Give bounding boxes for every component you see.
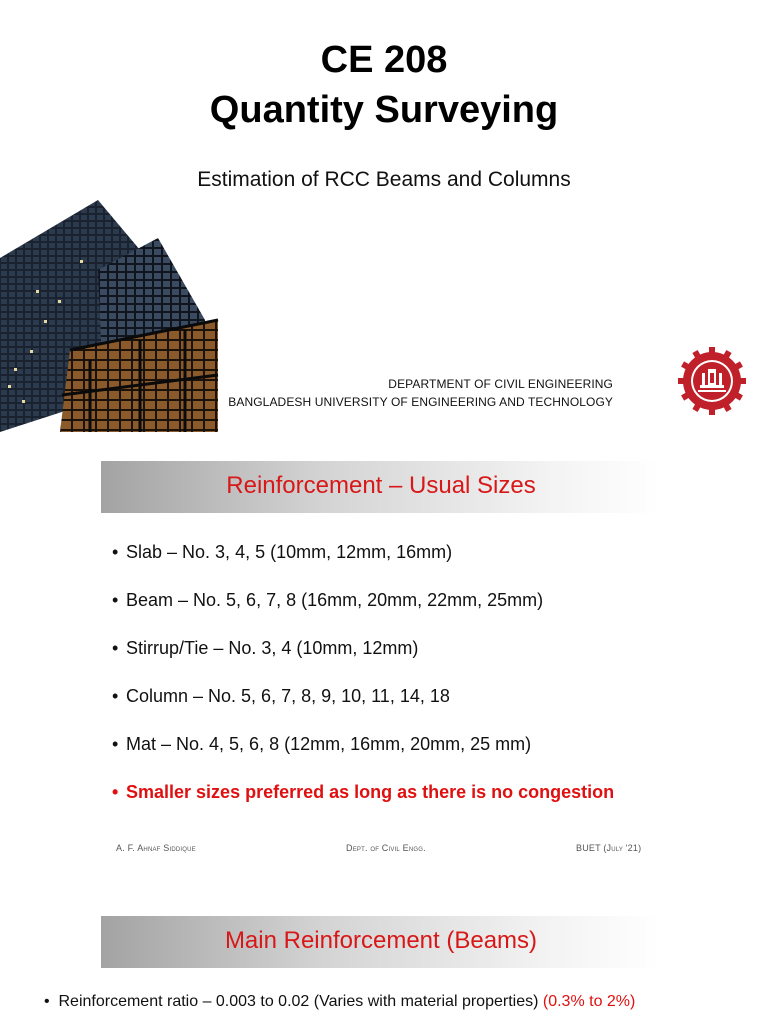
- course-code: CE 208: [320, 39, 448, 81]
- reinforcement-sizes-slide: [0, 432, 768, 864]
- course-title: Quantity Surveying: [209, 89, 559, 131]
- building-image: [0, 200, 220, 432]
- lecture-subtitle: Estimation of RCC Beams and Columns: [197, 168, 571, 191]
- footer-department: Dept. of Civil Engg.: [346, 843, 426, 853]
- list-item: • Beam – No. 5, 6, 7, 8 (16mm, 20mm, 22mm, 25mm): [112, 590, 544, 610]
- footer-author: A. F. Ahnaf Siddique: [116, 843, 196, 853]
- list-item: • Slab – No. 3, 4, 5 (10mm, 12mm, 16mm): [112, 542, 453, 562]
- slide-heading: Reinforcement – Usual Sizes: [226, 472, 536, 499]
- bullet-list: [112, 540, 614, 828]
- list-item-emphasis: • Smaller sizes preferred as long as there is no congestion: [112, 782, 615, 802]
- title-slide: [0, 0, 768, 432]
- list-item: • Mat – No. 4, 5, 6, 8 (12mm, 16mm, 20mm, 25 mm): [112, 734, 532, 754]
- list-item: • Reinforcement ratio – 0.003 to 0.02 (Varies with material properties) (0.3% to 2%): [44, 993, 636, 1010]
- ratio-text: Reinforcement ratio – 0.003 to 0.02 (Varies with material properties): [58, 993, 543, 1010]
- ratio-highlight: (0.3% to 2%): [542, 993, 636, 1010]
- footer-date: BUET (July '21): [576, 843, 642, 853]
- buet-logo-icon: [678, 347, 746, 415]
- slide-heading: Main Reinforcement (Beams): [224, 927, 538, 954]
- list-item: • Stirrup/Tie – No. 3, 4 (10mm, 12mm): [112, 638, 419, 658]
- list-item: • Column – No. 5, 6, 7, 8, 9, 10, 11, 14, 18: [112, 686, 450, 706]
- heading-banner: [101, 461, 661, 513]
- heading-banner: [101, 916, 661, 968]
- university-name: BANGLADESH UNIVERSITY OF ENGINEERING AND TECHNOLOGY: [228, 395, 613, 409]
- department-name: DEPARTMENT OF CIVIL ENGINEERING: [388, 377, 613, 391]
- main-reinforcement-slide: [0, 864, 768, 1024]
